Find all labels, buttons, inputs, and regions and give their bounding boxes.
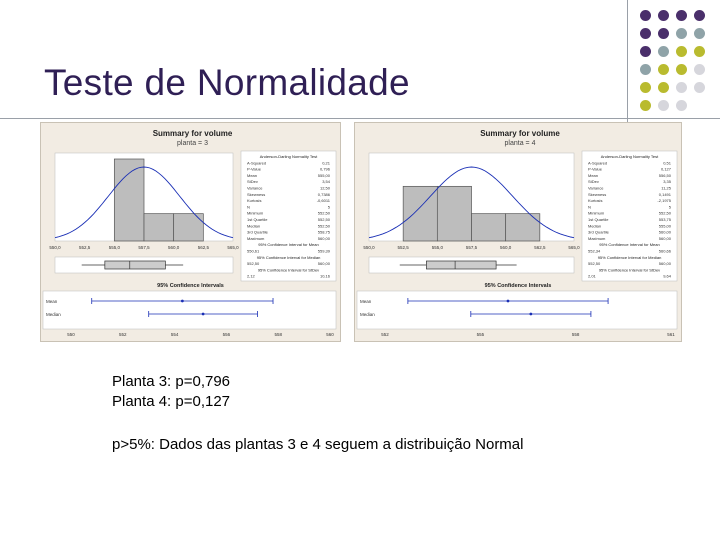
stats-label: 1st Quartile [247, 217, 268, 222]
stats-label: 552,50 [588, 261, 601, 267]
stats-label: P-Value [247, 166, 261, 172]
stats-value: -2,1975 [657, 198, 671, 204]
stats-label: A-Squared [247, 160, 267, 166]
stats-heading: 95% Confidence Interval for Mean [599, 242, 660, 248]
histogram-bar [144, 214, 174, 241]
stats-label: Kurtosis [588, 198, 603, 204]
stats-label: P-Value [588, 166, 602, 172]
slide-title: Teste de Normalidade [44, 62, 410, 103]
ci-tick-label: 554 [170, 332, 179, 337]
ci-point [202, 313, 205, 316]
ci-area [357, 291, 677, 329]
bin-tick-label: 550,0 [49, 245, 61, 250]
bin-tick-label: 560,0 [168, 245, 180, 250]
conclusion-text: p>5%: Dados das plantas 3 e 4 seguem a distribuição Normal [112, 436, 524, 453]
stats-value: 555,00 [317, 172, 330, 178]
stats-value: 10,16 [319, 273, 330, 279]
stats-value: 560,00 [658, 235, 671, 241]
stats-label: Minimum [588, 210, 605, 216]
stats-value: 553,75 [658, 217, 671, 222]
panel-title: Summary for volume [152, 129, 233, 138]
histogram-bar [174, 214, 204, 241]
bin-tick-label: 560,0 [500, 245, 512, 250]
stats-value: 556,50 [658, 172, 671, 178]
histogram-bar [437, 186, 471, 241]
stats-label: 3rd Quartile [247, 229, 268, 235]
stats-label: Minimum [247, 210, 264, 216]
ci-tick-label: 558 [571, 332, 580, 337]
ci-point [529, 313, 532, 316]
stats-label: Median [588, 223, 602, 229]
bin-tick-label: 565,0 [227, 245, 239, 250]
bin-tick-label: 565,0 [568, 245, 580, 250]
bin-tick-label: 555,0 [108, 245, 120, 250]
panel-title: Summary for volume [480, 129, 560, 138]
decor-dot [676, 82, 687, 93]
title-divider [0, 118, 720, 119]
boxplot-box [105, 261, 166, 269]
ci-tick-label: 556 [222, 332, 231, 337]
stats-value: 0,796 [319, 166, 330, 172]
stats-value: 555,00 [658, 223, 671, 229]
stats-value: 0,1491 [658, 191, 671, 197]
decor-dot [676, 64, 687, 75]
stats-label: StDev [588, 179, 599, 185]
histogram-bar [506, 214, 540, 241]
ci-tick-label: 560 [326, 332, 334, 337]
ci-row-label: Mean [46, 299, 58, 304]
bin-tick-label: 550,0 [363, 245, 375, 250]
summary-panel-planta-4 [354, 122, 682, 342]
summary-panel-planta-3 [40, 122, 341, 342]
bin-tick-label: 562,5 [534, 245, 546, 250]
stats-value: 560,00 [658, 229, 671, 235]
stats-value: 560,00 [317, 235, 330, 241]
stats-label: N [247, 204, 250, 210]
stats-label: Maximum [588, 235, 606, 241]
ci-row-label: Median [46, 312, 61, 317]
note-planta-4: Planta 4: p=0,127 [112, 393, 231, 410]
ci-tick-label: 552 [119, 332, 127, 337]
stats-label: Variance [247, 185, 263, 191]
stats-value: 552,50 [317, 217, 330, 222]
stats-value: 560,66 [658, 248, 671, 254]
decor-dot [694, 28, 705, 39]
stats-label: N [588, 204, 591, 210]
decor-dot [676, 28, 687, 39]
stats-value: 552,50 [317, 210, 330, 216]
decor-dot [676, 100, 687, 111]
stats-heading: 95% Confidence Interval for Median [597, 254, 662, 260]
stats-label: Skewness [247, 191, 266, 197]
stats-heading: 95% Confidence Interval for Mean [258, 242, 319, 248]
stats-value: 0,21 [322, 160, 330, 166]
stats-label: StDev [247, 179, 258, 185]
stats-value: 560,00 [658, 261, 671, 267]
ci-tick-label: 561 [667, 332, 675, 337]
panel-subtitle: planta = 4 [504, 140, 536, 147]
stats-value: -0,6011 [316, 198, 330, 204]
decor-dot [658, 64, 669, 75]
stats-value: 3,54 [322, 179, 330, 185]
decor-dot [640, 82, 651, 93]
stats-value: 9,64 [663, 273, 671, 279]
ci-tick-label: 558 [274, 332, 282, 337]
stats-label: 2,12 [247, 273, 255, 279]
stats-value: 5 [327, 204, 330, 210]
bin-tick-label: 552,5 [397, 245, 409, 250]
decor-dot [640, 100, 651, 111]
bin-tick-label: 552,5 [79, 245, 91, 250]
stats-heading: 95% Confidence Interval for StDev [257, 267, 320, 273]
stats-label: Mean [247, 172, 258, 178]
stats-value: 5 [668, 204, 671, 210]
summary-figure [41, 123, 340, 341]
stats-heading: Anderson-Darling Normality Test [600, 154, 659, 159]
stats-label: A-Squared [588, 160, 608, 166]
ci-title: 95% Confidence Intervals [157, 283, 224, 289]
stats-label: Kurtosis [247, 198, 262, 204]
decor-dot [640, 10, 651, 21]
ci-title: 95% Confidence Intervals [484, 283, 552, 289]
bin-tick-label: 555,0 [431, 245, 443, 250]
decor-dot [640, 28, 651, 39]
ci-tick-label: 550 [67, 332, 75, 337]
decor-dot [640, 64, 651, 75]
stats-label: 550,61 [247, 248, 260, 254]
histogram-bar [114, 159, 144, 241]
stats-label: Maximum [247, 235, 265, 241]
ci-tick-label: 552 [381, 332, 389, 337]
panel-subtitle: planta = 3 [177, 140, 208, 147]
decor-dot [676, 10, 687, 21]
ci-point [507, 300, 510, 303]
stats-value: 3,35 [663, 179, 671, 185]
stats-label: Mean [588, 172, 599, 178]
stats-value: 12,50 [319, 185, 330, 191]
stats-label: Skewness [588, 191, 607, 197]
ci-point [181, 300, 184, 303]
stats-value: 552,50 [658, 210, 671, 216]
ci-tick-label: 555 [476, 332, 485, 337]
stats-value: 11,25 [661, 185, 671, 191]
decor-divider [627, 0, 628, 122]
bin-tick-label: 557,5 [138, 245, 150, 250]
decor-dot [658, 100, 669, 111]
decorative-dot-grid [640, 10, 720, 120]
stats-heading: Anderson-Darling Normality Test [259, 154, 318, 159]
stats-label: 552,50 [247, 261, 260, 267]
ci-area [43, 291, 336, 329]
decor-dot [640, 46, 651, 57]
decor-dot [676, 46, 687, 57]
stats-value: 560,00 [317, 261, 330, 267]
ci-row-label: Mean [360, 299, 372, 304]
stats-label: 3rd Quartile [588, 229, 609, 235]
ci-row-label: Median [360, 312, 375, 317]
decor-dot [694, 46, 705, 57]
stats-value: 552,50 [317, 223, 330, 229]
stats-label: 2,01 [588, 273, 596, 279]
decor-dot [694, 82, 705, 93]
boxplot-box [426, 261, 496, 269]
stats-heading: 95% Confidence Interval for Median [256, 254, 321, 260]
decor-dot [658, 28, 669, 39]
summary-figure [355, 123, 681, 341]
note-planta-3: Planta 3: p=0,796 [112, 373, 231, 390]
stats-heading: 95% Confidence Interval for StDev [598, 267, 661, 273]
decor-dot [658, 10, 669, 21]
stats-label: 552,34 [588, 248, 601, 254]
stats-value: 0,127 [660, 166, 671, 172]
decor-dot [694, 10, 705, 21]
stats-value: 559,39 [317, 248, 330, 254]
decor-dot [658, 82, 669, 93]
decor-dot [658, 46, 669, 57]
stats-value: 558,75 [317, 229, 330, 235]
bin-tick-label: 562,5 [197, 245, 209, 250]
stats-value: 0,7386 [317, 191, 330, 197]
stats-value: 0,51 [663, 160, 671, 166]
decor-dot [694, 64, 705, 75]
histogram-bar [472, 214, 506, 241]
stats-label: Median [247, 223, 261, 229]
bin-tick-label: 557,5 [465, 245, 478, 250]
stats-label: Variance [588, 185, 604, 191]
stats-label: 1st Quartile [588, 217, 609, 222]
p-value-notes [112, 372, 230, 412]
